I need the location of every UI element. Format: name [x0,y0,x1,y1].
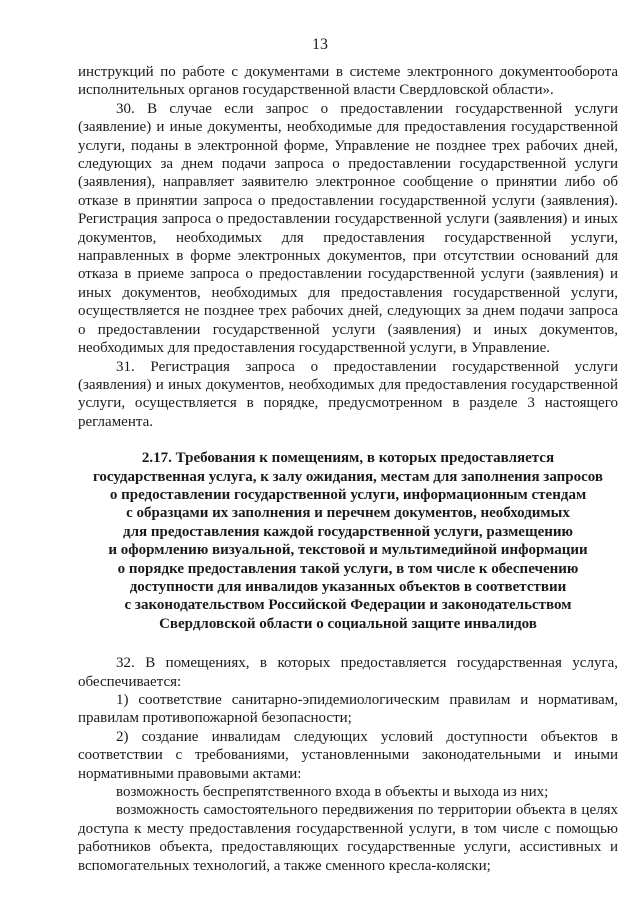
heading-line: с образцами их заполнения и перечнем документов, необходимых [126,505,570,522]
heading-line: Свердловской области о социальной защите инвалидов [159,615,537,632]
list-item-2: 2) создание инвалидам следующих условий доступности объектов в соответствии с требованиями, установленными законодательными и иными нормативными правовыми актами: [78,728,618,782]
heading-line: о порядке предоставления такой услуги, в том числе к обеспечению [117,560,579,577]
heading-line: с законодательством Российской Федерации и законодательством [124,597,572,614]
heading-line: доступности для инвалидов указанных объектов в соответствии [129,578,567,595]
heading-line: государственная услуга, к залу ожидания, местам для заполнения запросов [92,468,604,485]
document-body [78,63,618,875]
heading-line: 2.17. Требования к помещениям, в которых предоставляется [141,450,555,467]
heading-line: о предоставлении государственной услуги, информационным стендам [109,486,587,503]
page-number: 13 [312,36,328,53]
section-heading-2-17 [78,449,618,633]
heading-line: для предоставления каждой государственной услуги, размещению [122,523,574,540]
list-item-1: 1) соответствие санитарно-эпидемиологическим правилам и нормативам, правилам противопожарной безопасности; [78,692,618,727]
paragraph-30: 30. В случае если запрос о предоставлении государственной услуги (заявление) и иные документы, необходимые для предоставления государственной услуги, поданы в электронной форме, Управление не позднее трех рабочих дней, следующих за днем подачи запроса о предоставлении государственной услуги (заявления), направляет заявителю электронное сообщение о принятии либо об отказе в принятии запроса о предоставлении государственной услуги (заявления). Регистрация запроса о предоставлении государственной услуги (заявления) и иных документов, необходимых для предоставления государственной услуги, направленных в форме электронных документов, при отсутствии оснований для отказа в приеме запроса о предоставлении государственной услуги (заявления) и иных документов, необходимых для предоставления государственной услуги, осуществляется не позднее трех рабочих дней, следующих за днем подачи запроса о предоставлении государственной услуги (заявления) и иных документов, необходимых для предоставления государственной услуги, в Управление. [78,100,618,357]
paragraph-31: 31. Регистрация запроса о предоставлении государственной услуги (заявления) и иных документов, необходимых для предоставления государственной услуги, осуществляется в порядке, предусмотренном в разделе 3 настоящего регламента. [78,358,618,430]
sub-item-movement: возможность самостоятельного передвижения по территории объекта в целях доступа к месту предоставления государственной услуги, в том числе с помощью работников объекта, предоставляющих государственные услуги, ассистивных и вспомогательных технологий, а также сменного кресла-коляски; [78,802,618,874]
sub-item-entry-exit: возможность беспрепятственного входа в объекты и выхода из них; [116,784,549,801]
paragraph-32: 32. В помещениях, в которых предоставляется государственная услуга, обеспечивается: [78,655,618,690]
paragraph-continuation: инструкций по работе с документами в системе электронного документооборота исполнительных органов государственной власти Свердловской области». [78,64,618,99]
heading-line: и оформлению визуальной, текстовой и мультимедийной информации [108,542,588,559]
